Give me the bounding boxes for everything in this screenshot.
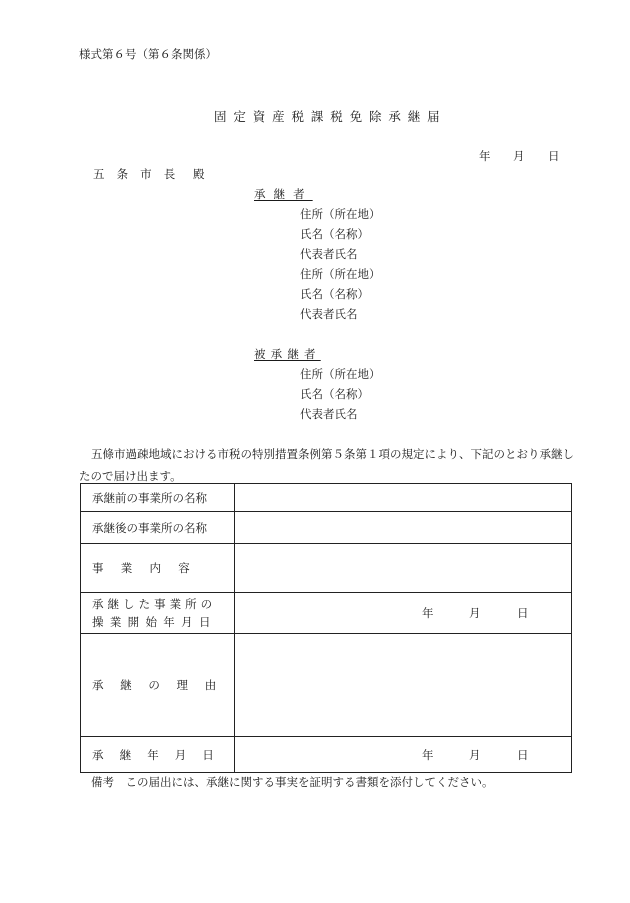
succession-table [80, 483, 572, 773]
start-month-label: 月 [469, 606, 481, 620]
form-title: 固定資産税課税免除承継届 [214, 109, 447, 124]
row-label-reason: 承継の理由 [81, 634, 235, 737]
start-day-label: 日 [517, 606, 529, 620]
successor-name-2: 氏名（名称） [300, 287, 369, 301]
succession-year-label: 年 [422, 747, 434, 762]
predecessor-name: 氏名（名称） [300, 387, 369, 401]
table-row [81, 593, 572, 634]
succession-day-label: 日 [517, 747, 529, 762]
successor-representative-1: 代表者氏名 [300, 247, 358, 261]
row-label-before-name: 承継前の事業所の名称 [81, 484, 235, 512]
addressee-honorific: 殿 [193, 167, 205, 181]
business-field[interactable] [235, 544, 572, 593]
row-label-business: 事業内容 [81, 544, 235, 593]
table-row [81, 544, 572, 593]
body-paragraph: 五條市過疎地域における市税の特別措置条例第５条第１項の規定により、下記のとおり承継したので届け出ます。 [79, 447, 574, 483]
successor-representative-2: 代表者氏名 [300, 307, 358, 321]
table-row [81, 634, 572, 737]
start-date-label-line2: 操業開始年月日 [92, 615, 217, 629]
start-date-field[interactable] [235, 593, 572, 634]
predecessor-address: 住所（所在地） [300, 367, 381, 381]
after-name-field[interactable] [235, 512, 572, 544]
note-text: 備考 この届出には、承継に関する事実を証明する書類を添付してください。 [91, 775, 494, 789]
successor-name-1: 氏名（名称） [300, 227, 369, 241]
successor-address-2: 住所（所在地） [300, 267, 381, 281]
date-day-label: 日 [548, 149, 560, 163]
addressee: 五条市長 [93, 167, 188, 181]
row-label-start-date [81, 593, 235, 634]
date-month-label: 月 [513, 149, 525, 163]
table-row [81, 484, 572, 512]
date-year-label: 年 [479, 149, 491, 163]
start-year-label: 年 [422, 606, 434, 620]
reason-field[interactable] [235, 634, 572, 737]
successor-heading: 承継者 [254, 187, 313, 201]
table-row [81, 737, 572, 773]
predecessor-representative: 代表者氏名 [300, 407, 358, 421]
start-date-label-line1: 承継した事業所の [92, 597, 217, 611]
successor-address-1: 住所（所在地） [300, 207, 381, 221]
succession-month-label: 月 [469, 747, 481, 762]
form-number: 様式第６号（第６条関係） [79, 47, 217, 61]
row-label-succession-date: 承継年月日 [81, 737, 235, 773]
predecessor-heading: 被承継者 [254, 347, 321, 361]
succession-date-field[interactable] [235, 737, 572, 773]
before-name-field[interactable] [235, 484, 572, 512]
row-label-after-name: 承継後の事業所の名称 [81, 512, 235, 544]
table-row [81, 512, 572, 544]
